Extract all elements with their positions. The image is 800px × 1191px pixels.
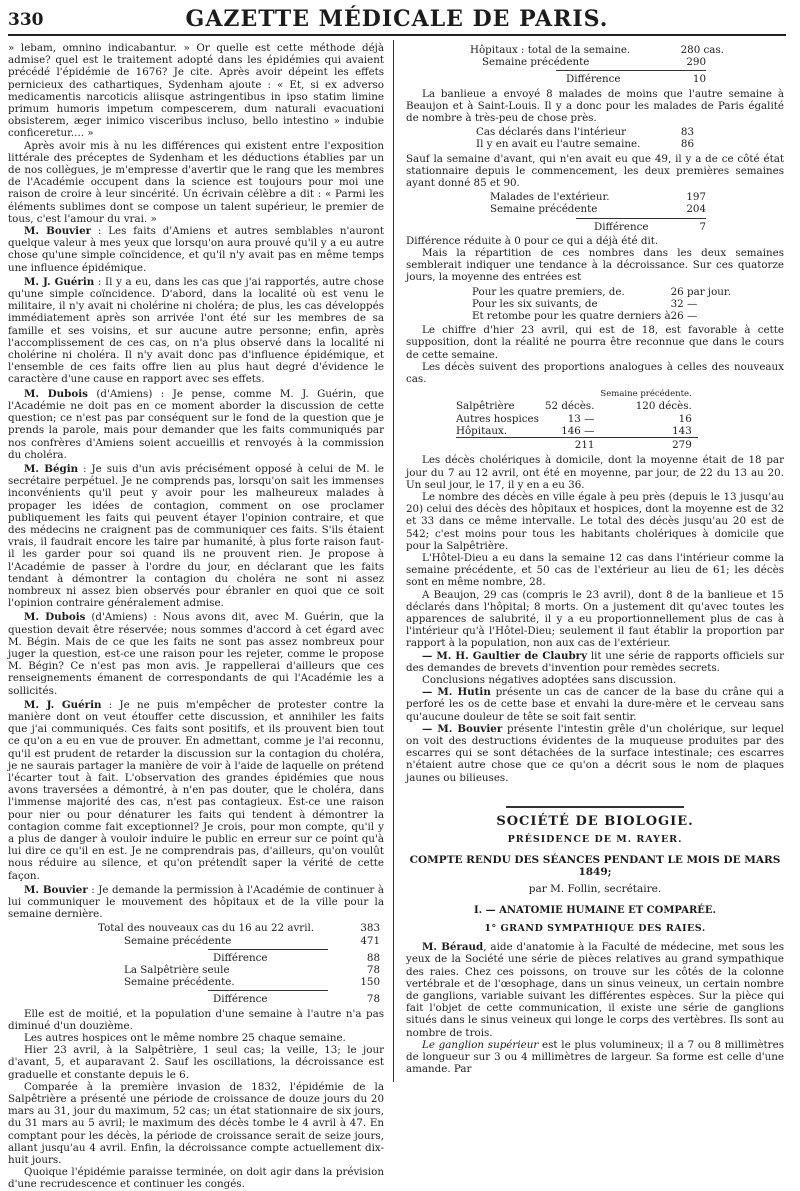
table-row: [456, 425, 698, 438]
row-label: Semaine précédente: [124, 934, 232, 947]
report-heading: COMPTE RENDU DES SÉANCES PENDANT LE MOIS DE MARS 1849;: [409, 854, 781, 879]
row-value: 383: [360, 922, 380, 935]
paragraph: Le nombre des décès en ville égale à peu près (depuis le 13 jusqu'au 20) celui des décès des hôpitaux et hospices, dont la moyenne est de 32 et 33 dans ce même intervalle. Le total des décès jusqu'au 20 est de 542; c'est moins pour tous les habitants cholériques à domicile que pour la Salpêtrière.: [406, 490, 784, 552]
row-value: 197: [686, 191, 706, 204]
speaker-name: — M. Hutin: [422, 686, 491, 699]
paragraph: : Il y a eu, dans les cas que j'ai rapportés, autre chose qu'une simple coïncidence. D'abord, dans la localité où est venu le militaire, il n'y avait ni cholérine ni choléra; de plus, les cas développés immédiatement après son arrivée l'ont été sur les membres de sa famille et ses voisins, et sur aucune autre personne; enfin, après l'accomplissement de ces cas, on n'a plus observé dans la localité ni cholérine ni choléra. Il n'y avait donc pas d'influence épidémique, et l'ensemble de ces faits offre lien au plus haut degré d'évidence le caractère d'une cause en rapport avec ses effets.: [8, 275, 384, 386]
speaker-name: M. Dubois: [24, 387, 88, 400]
emphasis: Le ganglion supérieur: [422, 1038, 539, 1051]
publication-title: GAZETTE MÉDICALE DE PARIS.: [185, 6, 609, 32]
paragraph: Le chiffre d'hier 23 avril, qui est de 18, est favorable à cette supposition, dont la réalité ne pourra être reconnue que dans le cours de cette semaine.: [406, 324, 784, 361]
stats-table: [8, 993, 384, 1005]
table-row: [406, 221, 784, 233]
speaker-name: — M. Bouvier: [422, 722, 503, 735]
table-row: [406, 138, 784, 150]
paragraph: Après avoir mis à nu les différences qui existent entre l'exposition littérale des préceptes de Sydenham et les déductions établies par un de nos collègues, je m'empresse d'avertir que le rang que les membres de l'Académie occupent dans la science est toujours pour moi une raison de croire à leur sincérité. Un écrivain célèbre a dit : « Parmi les éléments sublimes dont se compose un talent supérieur, le premier de tous, c'est l'amour du vrai. »: [8, 139, 384, 225]
table-row: [406, 298, 791, 310]
table-row: [406, 310, 791, 322]
row-value: 471: [360, 934, 380, 947]
sum-rule: [576, 218, 706, 219]
row-label: La Salpêtrière seule: [124, 964, 230, 977]
right-column: [406, 42, 784, 1082]
cell-current: 13 —: [567, 412, 595, 425]
stats-table: [406, 221, 784, 233]
column-divider: [393, 40, 394, 1082]
paragraph: (d'Amiens) : Nous avons dit, avec M. Guérin, que la question devait être réservée; nous sommes d'accord à cet égard avec M. Bégin. Mais de ce que les faits ne sont pas assez nombreux pour juger la question, est-ce une raison pour les rejeter, comme le propose M. Bégin? Ce n'est pas mon avis. Je rappellerai d'ailleurs que ces renseignements émanent de correspondants de qui l'Académie les a sollicités.: [8, 611, 385, 697]
stats-table: [406, 191, 784, 215]
row-value: 204: [686, 203, 706, 216]
paragraph: : Je ne puis m'empêcher de protester contre la manière dont on veut étouffer cette discussion, et annihiler les faits que j'ai communiqués. Ces faits sont positifs, et ils prouvent bien tout ce qu'on a eu en vue de prouver. En admettant, comme je l'ai reconnu, qu'il est prudent de retarder la discussion sur la contagion du choléra, je ne saurais partager la manière de voir à l'aide de laquelle on prétend l'écarter tout à fait. L'observation des grandes épidémies que nous avons traversées a démontré, à n'en pas douter, que le choléra, dans l'immense majorité des cas, n'est pas contagieux. Est-ce une raison pour nier ou pour dénaturer les faits qui tendent à démontrer la contagion comme fait exceptionnel? Je crois, pour mon compte, qu'il y a plus de danger à vouloir induire le public en erreur sur ce point qu'à lui dire ce qu'il en est. Je ne comprendrais pas, d'ailleurs, qu'on voulût nous réduire au silence, et qu'on prétendît saper la vérité de cette façon.: [8, 698, 384, 882]
row-label: Pour les quatre premiers, de.: [472, 285, 625, 298]
table-row: [406, 56, 784, 68]
speaker-name: M. Bégin: [24, 462, 79, 475]
paragraph: : Les faits d'Amiens et autres semblables n'auront quelque valeur à mes yeux que lorsqu'on aura prouvé qu'il y a eu autre chose qu'une simple coïncidence, et qu'il n'y avait pas en même temps une influence épidémique.: [8, 225, 384, 274]
row-label: Hôpitaux : total de la semaine.: [470, 44, 631, 56]
subsection-subtitle: 1° GRAND SYMPATHIQUE DES RAIES.: [484, 923, 706, 934]
stats-table: [406, 126, 784, 150]
row-label: Semaine précédente.: [124, 976, 235, 989]
paragraph: Comparée à la première invasion de 1832, l'épidémie de la Salpêtrière a présenté une période de croissance de douze jours du 20 mars au 31, jour du maximum, 52 cas; un état stationnaire de six jours, du 31 mars au 5 avril; le maximum des décès tombe le 4 avril à 47. En comptant pour les décès, la période de croissance serait de seize jours, allant jusqu'au 4 avril. Enfin, la décroissance compte actuellement dix-huit jours.: [8, 1080, 384, 1167]
paragraph: : Je suis d'un avis précisément opposé à celui de M. le secrétaire perpétuel. Je ne comprends pas, lorsqu'on sait les immenses inconvénients qu'il peut y avoir pour les malheureux malades à propager les idées de contagion, comment on ose proclamer publiquement les faits qui peuvent étayer l'opinion contraire, et que des médecins ne craignent pas de communiquer ces faits. S'ils étaient vrais, il faudrait encore les taire par humanité, à plus forte raison faut-il les garder pour soi quand ils ne prouvent rien. Je propose à l'Académie de passer à l'ordre du jour, en déclarant que les faits tendant à démontrer la contagion du choléra ne sont ni assez nombreux ni assez bien observés pour ébranler en quoi que ce soit l'opinion contraire généralement admise.: [8, 462, 384, 610]
row-value: 150: [360, 976, 380, 989]
row-value: 280 cas.: [680, 44, 724, 56]
paragraph: Hier 23 avril, à la Salpêtrière, 1 seul cas; la veille, 13; le jour d'avant, 5, et auparavant 2. Sauf les oscillations, la décroissance est graduelle et constante depuis le 6.: [8, 1044, 384, 1081]
paragraph: La banlieue a envoyé 8 malades de moins que l'autre semaine à Beaujon et à Saint-Louis. Il y a donc pour les malades de Paris égalité de nombre à très-peu de chose près.: [406, 87, 784, 125]
row-label: Total des nouveaux cas du 16 au 22 avril.: [98, 922, 315, 935]
cell-current: 52 décès.: [544, 400, 595, 413]
sum-rule: [556, 70, 706, 71]
paragraph: Mais la répartition de ces nombres dans les deux semaines semblerait indiquer une tendance à la décroissance. Sur ces quatorze jours, la moyenne des entrées est: [406, 247, 784, 284]
page-header: [8, 4, 786, 36]
stats-table: [8, 922, 384, 946]
paragraph: Les décès suivent des proportions analogues à celles des nouveaux cas.: [406, 360, 784, 386]
section-title: SOCIÉTÉ DE BIOLOGIE.: [496, 813, 694, 829]
row-label: Et retombe pour les quatre derniers à: [472, 310, 671, 323]
table-row: [406, 203, 784, 215]
table-row: [456, 413, 698, 425]
paragraph: Les décès cholériques à domicile, dont la moyenne était de 18 par jour du 7 au 12 avril, ont été en moyenne, par jour, de 22 du 13 au 20. Un seul jour, le 17, il y en a eu 36.: [406, 454, 784, 491]
paragraph: présente l'intestin grêle d'un cholérique, sur lequel on voit des destructions évidentes de la muqueuse produites par des escarres qui se sont détachées de la surface intestinale; ces escarres n'étaient autre chose que ce qu'on a décrit sous le nom de plaques jaunes ou bilieuses.: [406, 722, 784, 784]
table-row: [406, 191, 784, 203]
row-label: Salpêtrière: [456, 400, 515, 413]
paragraph: L'Hôtel-Dieu a eu dans la semaine 12 cas dans l'intérieur comme la semaine précédente, et 50 cas de l'extérieur au lieu de 61; les décès sont en même nombre, 28.: [406, 551, 784, 589]
row-label: Semaine précédente: [482, 56, 590, 69]
row-value: 78: [366, 964, 380, 977]
table-row: [456, 400, 698, 412]
paragraph: Quoique l'épidémie paraisse terminée, on doit agir dans la prévision d'une recrudescence et continuer les congés.: [8, 1166, 384, 1191]
paragraph: lit une série de rapports officiels sur des demandes de brevets d'invention pour remèdes secrets.: [406, 649, 784, 674]
paragraph: Elle est de moitié, et la population d'une semaine à l'autre n'a pas diminué d'un douzième.: [8, 1007, 384, 1032]
cell-current: 146 —: [561, 424, 595, 437]
row-value: 7: [699, 220, 706, 233]
paragraph: : Je demande la permission à l'Académie de continuer à lui communiquer le mouvement des hôpitaux et de la ville pour la semaine dernière.: [8, 883, 385, 921]
stats-table: [406, 44, 784, 68]
page-number: 330: [8, 10, 44, 30]
row-value: 86: [680, 138, 694, 151]
row-value: 26 par jour.: [670, 285, 731, 298]
row-value: 32 —: [670, 297, 698, 310]
speaker-name: M. Bouvier: [24, 225, 92, 238]
cell-previous: 16: [678, 412, 692, 425]
cell-previous: 120 décès.: [635, 400, 692, 413]
row-value: 290: [686, 56, 706, 69]
table-total-row: [456, 438, 698, 452]
row-value: 26 —: [670, 310, 698, 323]
table-row: [8, 964, 384, 976]
table-row: [406, 286, 791, 298]
table-row: [406, 126, 784, 138]
row-label: Différence: [213, 993, 268, 1006]
table-row: [8, 935, 384, 947]
column-header: Semaine précédente.: [600, 389, 692, 400]
row-label: Différence: [594, 220, 649, 233]
paragraph: présente un cas de cancer de la base du crâne qui a perforé les os de cette base et envahi la dure-mère et le cerveau sans qu'aucune douleur de tête se soit fait sentir.: [406, 686, 784, 723]
row-label: Autres hospices: [456, 412, 539, 425]
row-label: Différence: [213, 951, 268, 964]
speaker-name: M. Dubois: [24, 611, 86, 624]
report-author: par M. Follin, secrétaire.: [528, 882, 662, 895]
row-label: Il y en avait eu l'autre semaine.: [476, 138, 641, 151]
paragraph: Sauf la semaine d'avant, qui n'en avait eu que 49, il y a de ce côté état stationnaire depuis le commencement, les deux premières semaines ayant donné 85 et 90.: [406, 152, 784, 190]
table-row: [8, 993, 384, 1005]
left-column: [8, 42, 385, 1191]
row-value: 10: [692, 73, 706, 86]
row-label: Semaine précédente: [490, 203, 598, 216]
cell-previous: 143: [672, 424, 692, 437]
deaths-table: [456, 388, 698, 451]
table-row: [406, 44, 784, 56]
paragraph: A Beaujon, 29 cas (compris le 23 avril), dont 8 de la banlieue et 15 déclarés dans l'hôpital; 8 morts. On a justement dit qu'avec toutes les apparences de salubrité, il y a eu proportionnellement plus de cas à l'intérieur qu'à l'Hôtel-Dieu; seulement il faut établir la proportion par rapport à la population, non aux cas de l'extérieur.: [406, 588, 784, 650]
row-value: 78: [366, 993, 380, 1006]
total-current: 211: [545, 438, 600, 452]
speaker-name: M. J. Guérin: [24, 275, 95, 288]
row-label: Pour les six suivants, de: [472, 297, 598, 310]
speaker-name: M. Bouvier: [24, 883, 88, 896]
stats-table: [406, 73, 784, 85]
table-row: [8, 922, 384, 934]
paragraph: (d'Amiens) : Je pense, comme M. J. Guérin, que l'Académie ne doit pas en ce moment aborder la discussion de cette question; ce n'est pas par conséquent sur le fond de la question que je prends la parole, mais pour demander que les faits communiqués par nos confrères d'Amiens soient accueillis et renvoyés à la commission du choléra.: [8, 387, 384, 461]
subsection-title: I. — ANATOMIE HUMAINE ET COMPARÉE.: [473, 904, 717, 916]
row-label: Différence: [566, 73, 621, 86]
table-row: [8, 952, 384, 964]
stats-table: [8, 952, 384, 989]
section-rule: [506, 806, 684, 808]
section-presidency: PRÉSIDENCE DE M. RAYER.: [507, 833, 683, 845]
table-header-row: [456, 388, 698, 400]
paragraph: est le plus volumineux; il a 7 ou 8 millimètres de longueur sur 3 ou 4 millimètres de largeur. Sa forme est celle d'une amande. Par: [406, 1038, 784, 1076]
row-label: Hôpitaux.: [456, 424, 508, 437]
paragraph: » lebam, omnino indicabantur. » Or quelle est cette méthode déjà admise? quel est le traitement adopté dans les épidémies qui avaient précédé l'épidémie de 1676? Je cite. Après avoir dépeint les effets pernicieux des cathartiques, Sydenham ajoute : « Et, si ex adverso medicamentis narcoticis aliisque astringentibus in ipso statim limine primum humoris impetum compescerem, dum naturali evacuationi obsisterem, æger inimico visceribus incluso, bello intestino » indubie conficeretur.... »: [8, 42, 384, 140]
row-label: Cas déclarés dans l'intérieur: [476, 126, 627, 139]
table-row: [406, 73, 784, 85]
stats-table: [406, 286, 791, 323]
paragraph: Différence réduite à 0 pour ce qui a déjà été dit.: [406, 234, 659, 247]
paragraph: Conclusions négatives adoptées sans discussion.: [422, 673, 677, 686]
row-value: 88: [366, 951, 380, 964]
speaker-name: M. J. Guérin: [24, 698, 102, 711]
sum-rule: [208, 949, 328, 950]
paragraph: Les autres hospices ont le même nombre 25 chaque semaine.: [24, 1032, 346, 1045]
row-value: 83: [680, 126, 694, 139]
row-label: Malades de l'extérieur.: [490, 191, 610, 204]
table-row: [8, 976, 384, 988]
paragraph: , aide d'anatomie à la Faculté de médecine, met sous les yeux de la Société une série de pièces relatives au grand sympathique des raies. Chez ces poissons, on trouve sur les côtés de la colonne vertébrale et de l'œsophage, dans un sinus veineux, un certain nombre de ganglions, variable suivant les différentes espèces. Sur la pièce qui fait l'objet de cette communication, il existe une série de ganglions situés dans le sinus veineux qui longe le corps des vertèbres. Ils sont au nombre de trois.: [406, 941, 784, 1039]
speaker-name: M. Béraud: [422, 941, 484, 954]
total-previous: 279: [600, 438, 697, 452]
sum-rule: [208, 990, 328, 991]
speaker-name: — M. H. Gaultier de Claubry: [422, 649, 588, 662]
